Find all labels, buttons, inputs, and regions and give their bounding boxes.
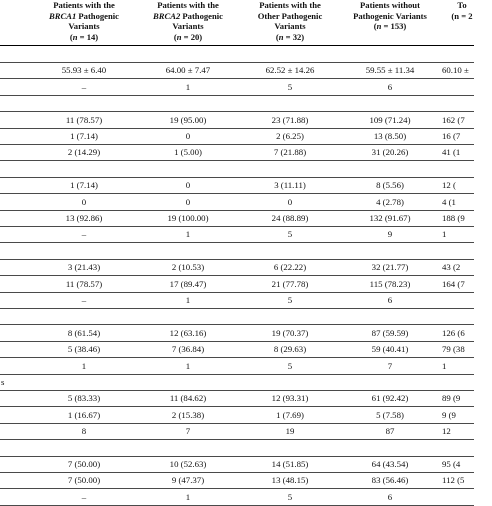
table-cell: 3 (21.43) (67, 262, 101, 273)
table-cell: 83 (56.46) (371, 475, 409, 486)
table-cell: – (81, 81, 87, 92)
table-cell: 89 (9 (442, 393, 461, 404)
table-cell: 11 (78.57) (65, 114, 103, 125)
table-cell: 2 (6.25) (276, 131, 304, 141)
table-cell: 62.52 ± 14.26 (265, 65, 315, 76)
table-cell: 162 (7 (442, 114, 465, 125)
table-cell: 164 (7 (442, 278, 465, 289)
table-cell: 23 (71.88) (271, 114, 309, 125)
header-line-1: Patients with the (53, 0, 115, 10)
table-row (0, 408, 474, 423)
table-cell: 1 (16.67) (67, 409, 101, 420)
section-row (0, 162, 474, 177)
header-sample-size: (n = 14) (69, 31, 99, 42)
table-cell: 87 (59.59) (371, 327, 409, 338)
table-cell: 19 (70.37) (271, 327, 309, 338)
column-header-2 (133, 0, 243, 44)
table-row (0, 277, 474, 292)
section-row (0, 309, 474, 324)
table-cell: 95 (4 (442, 459, 461, 469)
table-cell: 0 (185, 131, 191, 141)
table-cell: – (81, 295, 87, 305)
header-line-2: Pathogenic Variants (353, 10, 427, 21)
table-cell: 60.10 ± (442, 65, 469, 76)
table-row (0, 63, 474, 78)
n-symbol: n (278, 31, 284, 42)
table-cell: 5 (38.46) (67, 344, 101, 355)
table-cell: 2 (10.53) (171, 262, 205, 273)
table-cell: 188 (9 (442, 213, 465, 223)
table-cell: 41 (1 (442, 147, 461, 158)
table-row (0, 490, 474, 505)
table-cell: 112 (5 (442, 475, 465, 486)
table-cell: 5 (287, 360, 293, 371)
table-cell: 5 (287, 229, 293, 240)
table-row (0, 391, 474, 406)
table-cell: 1 (442, 229, 447, 240)
table-row (0, 178, 474, 193)
table-cell: 9 (47.37) (171, 475, 205, 486)
table-cell: 13 (92.86) (65, 213, 103, 223)
header-line-2: Other Pathogenic (257, 10, 323, 21)
table-cell: 64.00 ± 7.47 (165, 65, 211, 76)
gene-name: BRCA2 (153, 10, 181, 21)
table-cell: 132 (91.67) (369, 213, 411, 223)
table-cell: – (81, 229, 87, 240)
table-cell: 12 (93.31) (271, 393, 309, 404)
table-cell: 3 (11.11) (274, 180, 306, 191)
header-line-1: Patients with the (259, 0, 321, 10)
gene-name: BRCA1 (49, 10, 77, 21)
header-sample-size: (n = 32) (275, 31, 305, 42)
table-cell: 0 (287, 196, 293, 207)
table-cell: 19 (95.00) (169, 114, 207, 125)
table-row (0, 211, 474, 226)
header-line-2: BRCA1 Pathogenic (49, 10, 119, 21)
table-cell: 13 (8.50) (373, 131, 407, 141)
table-cell: 59 (40.41) (371, 344, 409, 355)
header-sample-size: (n = 2 (451, 10, 473, 21)
table-cell: 7 (50.00) (67, 459, 101, 469)
table-row (0, 227, 474, 242)
table-row (0, 457, 474, 472)
table-cell: 6 (387, 81, 393, 92)
table-cell: 59.55 ± 11.34 (365, 65, 415, 76)
table-cell: 1 (185, 295, 191, 305)
table-cell: 14 (51.85) (271, 459, 309, 469)
table-cell: 4 (2.78) (376, 196, 404, 207)
table-cell: 13 (48.15) (271, 475, 309, 486)
table-cell: 61 (92.42) (371, 393, 409, 404)
table-cell: 1 (7.69) (276, 409, 304, 420)
table-cell: 2 (14.29) (67, 147, 101, 158)
header-line-1: To (457, 0, 467, 10)
table-cell: 1 (7.14) (70, 180, 98, 191)
table-cell: 11 (84.62) (169, 393, 207, 404)
table-cell: 5 (287, 81, 293, 92)
table-cell: 9 (9 (442, 409, 456, 420)
header-line-1: Patients with the (157, 0, 219, 10)
table-row (0, 424, 474, 439)
table-cell: 8 (81, 426, 87, 437)
table-cell: 4 (1 (442, 196, 456, 207)
table-row (0, 145, 474, 160)
table-cell: 17 (89.47) (169, 278, 207, 289)
table-cell: 1 (185, 491, 191, 502)
table-cell: 5 (287, 491, 293, 502)
table-cell: 1 (185, 229, 191, 240)
header-sample-size: (n = 153) (373, 21, 407, 31)
table-cell: 7 (36.84) (171, 344, 205, 355)
table-cell: 7 (50.00) (67, 475, 101, 486)
table-cell: 6 (22.22) (273, 262, 307, 273)
table-cell: 1 (81, 360, 87, 371)
table-cell: 5 (83.33) (67, 393, 101, 404)
table-cell: 1 (7.14) (70, 131, 98, 141)
table-cell: 8 (61.54) (67, 327, 101, 338)
table-cell: 1 (185, 81, 191, 92)
table-cell: 9 (387, 229, 393, 240)
n-symbol: n (72, 31, 78, 42)
table-cell: 31 (20.26) (371, 147, 409, 158)
table-cell: 7 (387, 360, 393, 371)
table-cell: 43 (2 (442, 262, 461, 273)
table-cell: 0 (185, 196, 191, 207)
table-cell: 7 (185, 426, 191, 437)
n-symbol: n (176, 31, 182, 42)
table-cell: 1 (185, 360, 191, 371)
table-cell: 6 (387, 491, 393, 502)
table-header (0, 0, 474, 44)
section-row (0, 47, 474, 62)
table-cell: 1 (442, 360, 447, 371)
section-row (0, 96, 474, 111)
header-line-3: Variants (172, 21, 204, 31)
table-cell: 1 (5.00) (174, 147, 202, 158)
table-cell: 19 (100.00) (167, 213, 209, 223)
header-sample-size: (n = 20) (173, 31, 203, 42)
table-cell: 12 ( (442, 180, 456, 191)
table-row (0, 342, 474, 357)
column-header-1 (29, 0, 139, 44)
section-row (0, 441, 474, 456)
column-header-3 (235, 0, 345, 44)
table-cell: 5 (287, 295, 293, 305)
header-line-1: Patients without (360, 0, 420, 10)
table-cell: 8 (5.56) (376, 180, 404, 191)
table-cell: 0 (185, 180, 191, 191)
table-row (0, 326, 474, 341)
table-row (0, 359, 474, 374)
table-cell: 16 (7 (442, 131, 461, 141)
n-symbol: n (376, 21, 382, 31)
table-cell: 8 (29.63) (273, 344, 307, 355)
table-cell: 10 (52.63) (169, 459, 207, 469)
table-cell: 55.93 ± 6.40 (61, 65, 107, 76)
table-cell: 115 (78.23) (369, 278, 411, 289)
table-cell: 5 (7.58) (376, 409, 404, 420)
table-cell: 24 (88.89) (271, 213, 309, 223)
table-cell: 12 (442, 426, 451, 437)
table-cell: 109 (71.24) (369, 114, 411, 125)
table-cell: 126 (6 (442, 327, 465, 338)
table-row (0, 473, 474, 488)
table-cell: 2 (15.38) (171, 409, 205, 420)
header-line-2: BRCA2 Pathogenic (153, 10, 223, 21)
table-cell: 12 (63.16) (169, 327, 207, 338)
table-cell: 32 (21.77) (371, 262, 409, 273)
table-cell: 87 (385, 426, 395, 437)
column-header-5 (432, 0, 492, 44)
header-line-3: Variants (68, 21, 100, 31)
table-cell: 19 (285, 426, 295, 437)
table-row (0, 260, 474, 275)
table-cell: 11 (78.57) (65, 278, 103, 289)
table-row (0, 293, 474, 308)
table-cell: 79 (38 (442, 344, 465, 355)
section-row (0, 375, 474, 390)
section-row (0, 244, 474, 259)
table-row (0, 195, 474, 210)
table-row (0, 113, 474, 128)
table-cell: – (81, 491, 87, 502)
table-cell: 0 (81, 196, 87, 207)
table-cell: 7 (21.88) (273, 147, 307, 158)
header-line-3: Variants (274, 21, 306, 31)
table-row (0, 129, 474, 144)
table-cell: 64 (43.54) (371, 459, 409, 469)
row-label: s (1, 377, 5, 387)
table-cell: 6 (387, 295, 393, 305)
table-row (0, 80, 474, 95)
table-cell: 21 (77.78) (271, 278, 309, 289)
